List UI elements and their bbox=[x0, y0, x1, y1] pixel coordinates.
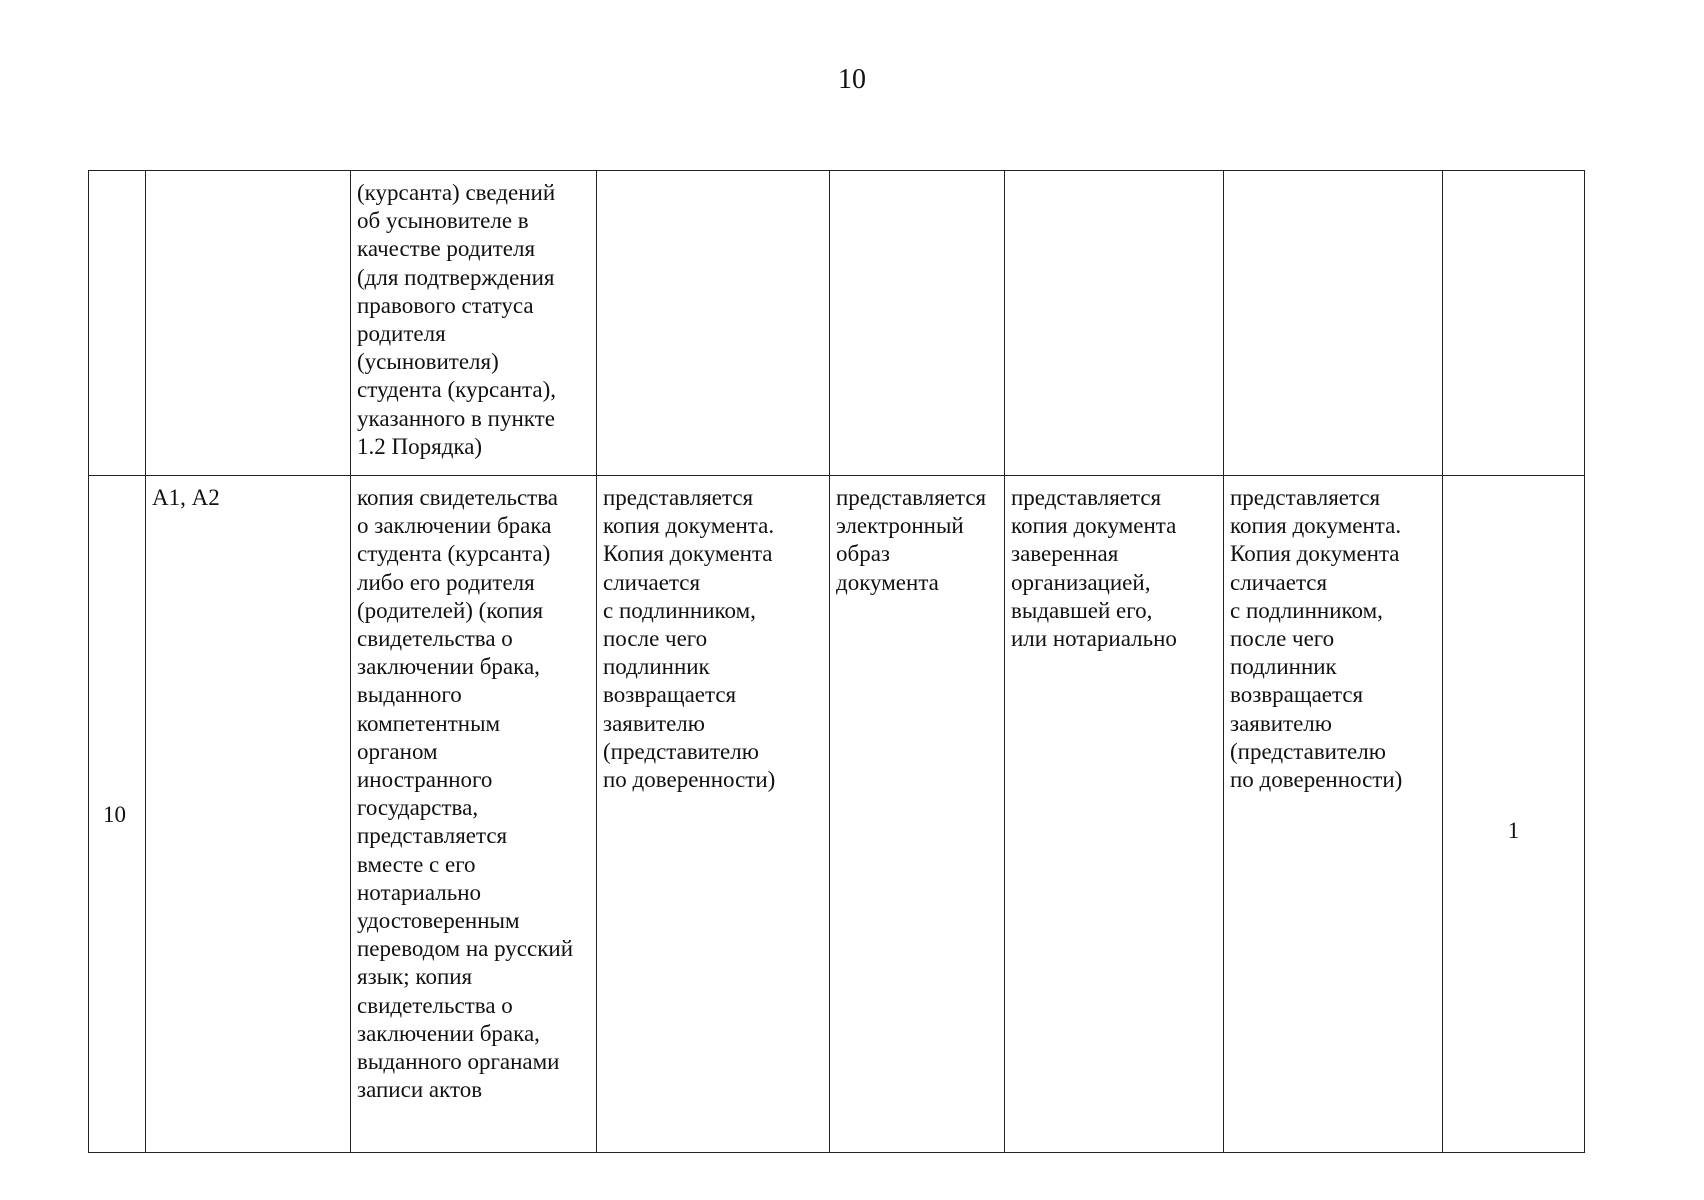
category-codes-cell: А1, А2 bbox=[146, 476, 351, 1153]
mfc-submission-cell bbox=[1224, 171, 1443, 476]
quantity-cell: 1 bbox=[1443, 476, 1585, 1153]
quantity-cell bbox=[1443, 171, 1585, 476]
electronic-submission-cell: представляется электронный образ документа bbox=[830, 476, 1005, 1153]
table-row bbox=[89, 476, 1585, 1153]
requirements-table bbox=[88, 170, 1585, 1153]
in-person-submission-cell bbox=[597, 171, 830, 476]
mail-submission-cell bbox=[1005, 171, 1224, 476]
row-number-cell bbox=[89, 171, 146, 476]
page-number: 10 bbox=[838, 64, 866, 95]
in-person-submission-cell: представляется копия документа. Копия документа сличается с подлинником, после чего подлинник возвращается заявителю (представителю по доверенности) bbox=[597, 476, 830, 1153]
document-name-cell: (курсанта) сведений об усыновителе в качестве родителя (для подтверждения правового статуса родителя (усыновителя) студента (курсанта), указанного в пункте 1.2 Порядка) bbox=[351, 171, 597, 476]
table-row bbox=[89, 171, 1585, 476]
category-codes-cell bbox=[146, 171, 351, 476]
mfc-submission-cell: представляется копия документа. Копия документа сличается с подлинником, после чего подлинник возвращается заявителю (представителю по доверенности) bbox=[1224, 476, 1443, 1153]
row-number-cell: 10 bbox=[89, 476, 146, 1153]
electronic-submission-cell bbox=[830, 171, 1005, 476]
mail-submission-cell: представляется копия документа заверенная организацией, выдавшей его, или нотариально bbox=[1005, 476, 1224, 1153]
document-name-cell: копия свидетельства о заключении брака студента (курсанта) либо его родителя (родителей) (копия свидетельства о заключении брака, выданного компетентным органом иностранного государства, представляется вместе с его нотариально удостоверенным переводом на русский язык; копия свидетельства о заключении брака, выданного органами записи актов bbox=[351, 476, 597, 1153]
